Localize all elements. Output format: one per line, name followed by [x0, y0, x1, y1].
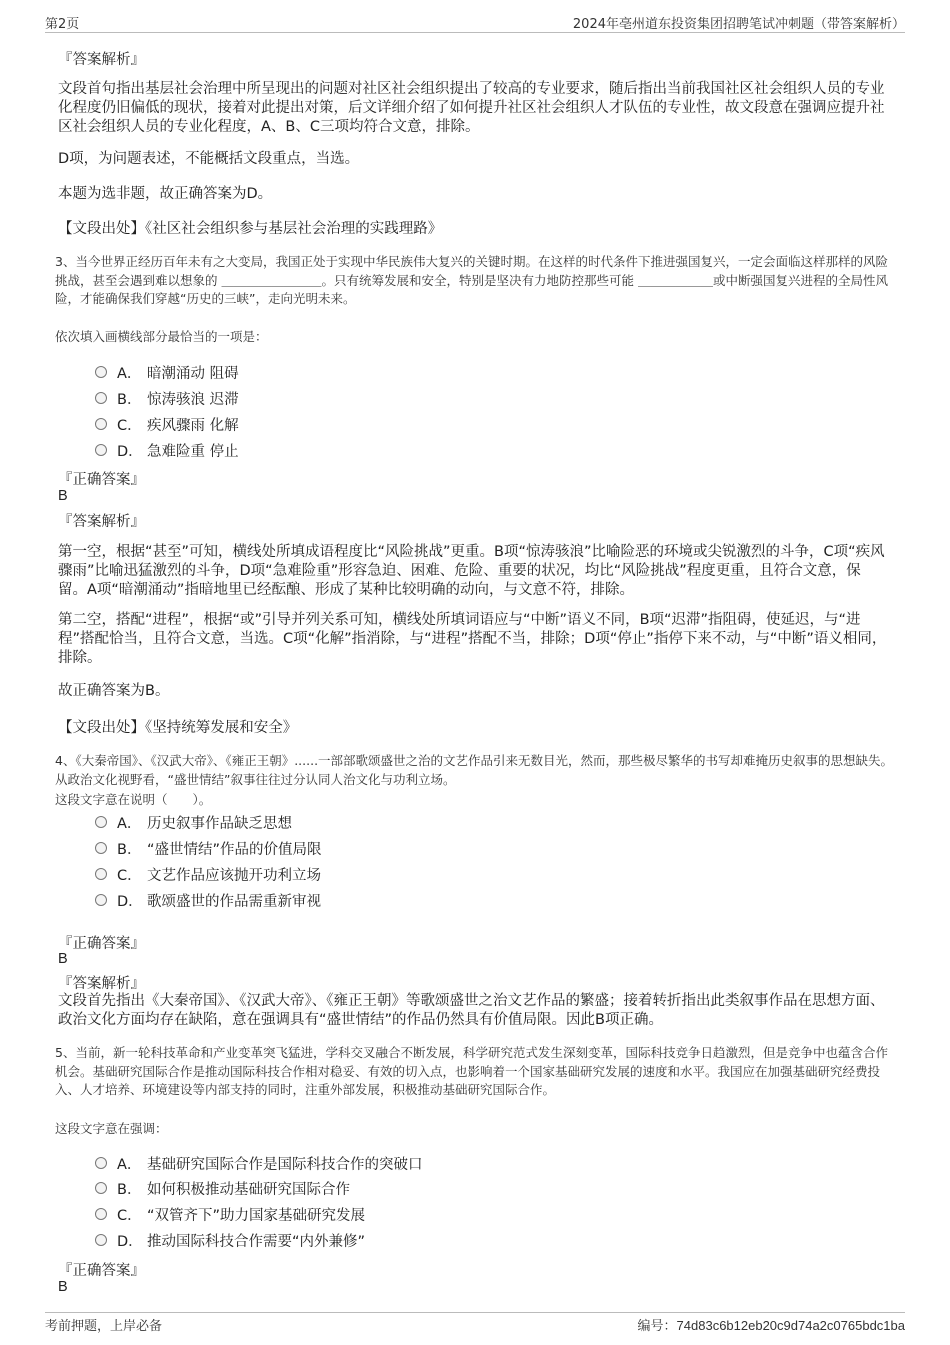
analysis-paragraph: 本题为选非题，故正确答案为D。: [58, 186, 273, 202]
analysis-paragraph: 第二空，搭配“进程”，根据“或”引导并列关系可知，横线处所填词语应与“中断”语义不同，B项“迟滞”指阻碍，使延迟，与“进程”搭配恰当，且符合文意，当选。C项“化解”指消除，与“进程”搭配不当，排除；D项“停止”指停下来不动，与“中断”语义相同，排除。: [58, 612, 887, 666]
option-text: 推动国际科技合作需要“内外兼修”: [147, 1233, 366, 1250]
correct-answer: B: [58, 1279, 68, 1295]
radio-icon[interactable]: [95, 1208, 107, 1220]
option-c[interactable]: [95, 1204, 365, 1224]
option-b[interactable]: [95, 1178, 350, 1198]
option-text: 如何积极推动基础研究国际合作: [147, 1181, 350, 1198]
option-a[interactable]: [95, 1153, 423, 1173]
radio-icon[interactable]: [95, 444, 107, 456]
question-prompt: 这段文字意在说明（ ）。: [55, 792, 212, 807]
correct-answer-label: 『正确答案』: [58, 1263, 145, 1279]
option-text: 歌颂盛世的作品需重新审视: [147, 893, 321, 910]
option-text: 急难险重 停止: [147, 443, 239, 460]
correct-answer-label: 『正确答案』: [58, 472, 145, 488]
radio-icon[interactable]: [95, 816, 107, 828]
document-title: 2024年亳州道东投资集团招聘笔试冲刺题（带答案解析）: [572, 17, 905, 32]
option-text: 疾风骤雨 化解: [147, 417, 239, 434]
page-header: [45, 10, 905, 33]
option-b[interactable]: [95, 388, 239, 408]
option-key: B．: [117, 841, 142, 858]
option-d[interactable]: [95, 1230, 365, 1250]
page-number: 第2页: [45, 17, 80, 32]
option-c[interactable]: [95, 864, 321, 884]
analysis-paragraph: 文段首句指出基层社会治理中所呈现出的问题对社区社会组织提出了较高的专业要求，随后指出当前我国社区社会组织人员的专业化程度仍旧偏低的现状，接着对此提出对策，后文详细介绍了如何提升社区社会组织人才队伍的专业性，故文段意在强调应提升社区社会组织人员的专业化程度，A、B、C三项均符合文意，排除。: [58, 81, 885, 135]
analysis-label: 『答案解析』: [58, 514, 145, 530]
analysis-label: 『答案解析』: [58, 52, 145, 68]
page-footer: [45, 1312, 905, 1337]
option-text: 暗潮涌动 阻碍: [147, 365, 239, 382]
footer-slogan: 考前押题，上岸必备: [45, 1319, 163, 1334]
option-key: A．: [117, 365, 142, 382]
option-b[interactable]: [95, 838, 322, 858]
option-key: D．: [117, 443, 143, 460]
question-stem: 4、《大秦帝国》、《汉武大帝》、《雍正王朝》......一部部歌颂盛世之治的文艺作品引来无数目光，然而，那些极尽繁华的书写却难掩历史叙事的思想缺失。从政治文化视野看，“盛世情结”叙事往往过分认同人治文化与功利立场。: [55, 753, 894, 787]
option-d[interactable]: [95, 890, 321, 910]
option-key: D．: [117, 893, 143, 910]
radio-icon[interactable]: [95, 392, 107, 404]
radio-icon[interactable]: [95, 366, 107, 378]
radio-icon[interactable]: [95, 868, 107, 880]
analysis-paragraph: 第一空，根据“甚至”可知，横线处所填成语程度比“风险挑战”更重。B项“惊涛骇浪”比喻险恶的环境或尖锐激烈的斗争，C项“疾风骤雨”比喻迅猛激烈的斗争，D项“急难险重”形容急迫、困难、危险、重要的状况，均比“风险挑战”程度更重，且符合文意，保留。A项“暗潮涌动”指暗地里已经酝酿、形成了某种比较明确的动向，与文意不符，排除。: [58, 544, 885, 598]
correct-answer: B: [58, 951, 68, 967]
option-text: “盛世情结”作品的价值局限: [147, 841, 322, 858]
question-prompt: 依次填入画横线部分最恰当的一项是：: [55, 329, 268, 344]
option-key: D．: [117, 1233, 143, 1250]
option-c[interactable]: [95, 414, 239, 434]
option-key: C．: [117, 1207, 142, 1224]
analysis-paragraph: 故正确答案为B。: [58, 683, 170, 699]
radio-icon[interactable]: [95, 418, 107, 430]
document-serial: 编号：74d83c6b12eb20c9d74a2c0765bdc1ba: [637, 1318, 905, 1333]
question-stem: 3、当今世界正经历百年未有之大变局，我国正处于实现中华民族伟大复兴的关键时期。在这样的时代条件下推进强国复兴，一定会面临这样那样的风险挑战，甚至会遇到难以想象的 ＿＿＿＿＿＿＿＿。只有统筹发展和安全，特别是坚决有力地防控那些可能 ＿＿＿＿＿＿或中断强国复兴进程的全局性风险，才能确保我们穿越“历史的三峡”，走向光明未来。: [55, 254, 888, 306]
radio-icon[interactable]: [95, 1234, 107, 1246]
option-a[interactable]: [95, 812, 292, 832]
option-text: 历史叙事作品缺乏思想: [147, 815, 292, 832]
option-key: C．: [117, 417, 142, 434]
radio-icon[interactable]: [95, 1182, 107, 1194]
option-d[interactable]: [95, 440, 239, 460]
radio-icon[interactable]: [95, 894, 107, 906]
option-key: A．: [117, 1156, 142, 1173]
analysis-paragraph: 文段首先指出《大秦帝国》、《汉武大帝》、《雍正王朝》等歌颂盛世之治文艺作品的繁盛；接着转折指出此类叙事作品在思想方面、政治文化方面均存在缺陷，意在强调具有“盛世情结”的作品仍然具有价值局限。因此B项正确。: [58, 993, 885, 1028]
option-key: B．: [117, 391, 142, 408]
option-key: C．: [117, 867, 142, 884]
question-prompt: 这段文字意在强调：: [55, 1121, 168, 1136]
source-citation: 【文段出处】《社区社会组织参与基层社会治理的实践理路》: [58, 221, 443, 237]
option-key: A．: [117, 815, 142, 832]
source-citation: 【文段出处】《坚持统筹发展和安全》: [58, 720, 298, 736]
correct-answer: B: [58, 488, 68, 504]
option-text: 基础研究国际合作是国际科技合作的突破口: [147, 1156, 423, 1173]
option-text: 惊涛骇浪 迟滞: [147, 391, 239, 408]
option-text: 文艺作品应该抛开功利立场: [147, 867, 321, 884]
analysis-paragraph: D项，为问题表述，不能概括文段重点，当选。: [58, 151, 360, 167]
option-key: B．: [117, 1181, 142, 1198]
correct-answer-label: 『正确答案』: [58, 936, 145, 952]
radio-icon[interactable]: [95, 1157, 107, 1169]
option-text: “双管齐下”助力国家基础研究发展: [147, 1207, 366, 1224]
option-a[interactable]: [95, 362, 239, 382]
question-stem: 5、当前，新一轮科技革命和产业变革突飞猛进，学科交叉融合不断发展，科学研究范式发生深刻变革，国际科技竞争日趋激烈，但是竞争中也蕴含合作机会。基础研究国际合作是推动国际科技合作相对稳妥、有效的切入点，也影响着一个国家基础研究发展的速度和水平。我国应在加强基础研究经费投入、人才培养、环境建设等内部支持的同时，注重外部发展，积极推动基础研究国际合作。: [55, 1045, 888, 1097]
analysis-label: 『答案解析』: [58, 976, 145, 992]
radio-icon[interactable]: [95, 842, 107, 854]
